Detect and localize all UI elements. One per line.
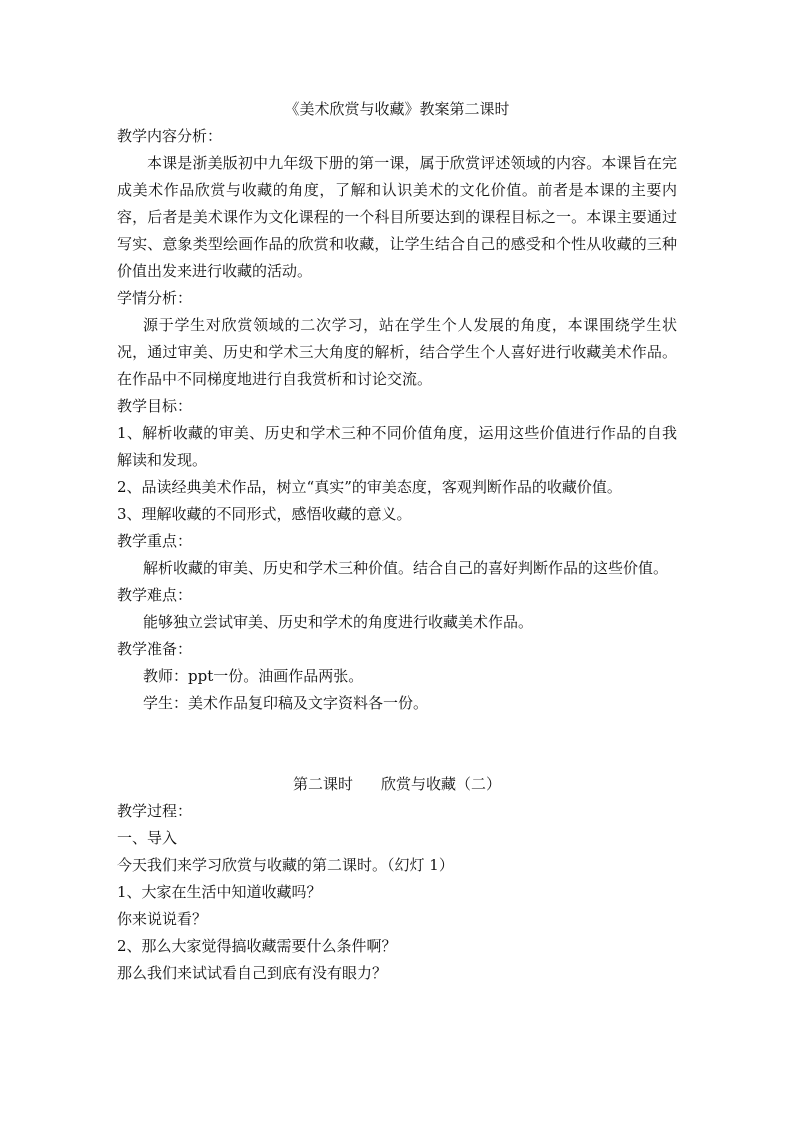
process-line-6: 那么我们来试试看自己到底有没有眼力？ xyxy=(117,964,388,982)
objective-item-2: 2、品读经典美术作品，树立“真实”的审美态度，客观判断作品的收藏价值。 xyxy=(117,478,622,496)
objectives-heading: 教学目标： xyxy=(117,397,193,415)
document-title: 《美术欣赏与收藏》教案第二课时 xyxy=(284,100,510,118)
process-heading: 教学过程： xyxy=(117,802,193,820)
preparation-student: 学生：美术作品复印稿及文字资料各一份。 xyxy=(143,694,429,712)
process-line-5: 2、那么大家觉得搞收藏需要什么条件啊？ xyxy=(117,937,397,955)
content-analysis-heading: 教学内容分析： xyxy=(117,127,223,145)
key-points-heading: 教学重点： xyxy=(117,532,193,550)
document-page xyxy=(117,96,677,987)
process-line-3: 1、大家在生活中知道收藏吗？ xyxy=(117,883,322,901)
content-analysis-body: 本课是浙美版初中九年级下册的第一课，属于欣赏评述领域的内容。本课旨在完成美术作品欣赏与收藏的角度，了解和认识美术的文化价值。前者是本课的主要内容，后者是美术课作为文化课程的一个科目所要达到的课程目标之一。本课主要通过写实、意象类型绘画作品的欣赏和收藏，让学生结合自己的感受和个性从收藏的三种价值出发来进行收藏的活动。 xyxy=(117,154,677,280)
difficulties-heading: 教学难点： xyxy=(117,586,193,604)
process-line-2: 今天我们来学习欣赏与收藏的第二课时。（幻灯 1） xyxy=(117,856,454,874)
key-points-body: 解析收藏的审美、历史和学术三种价值。结合自己的喜好判断作品的这些价值。 xyxy=(143,559,669,577)
lesson-title-part-a: 第二课时 xyxy=(292,775,353,793)
difficulties-body: 能够独立尝试审美、历史和学术的角度进行收藏美术作品。 xyxy=(143,613,534,631)
preparation-heading: 教学准备： xyxy=(117,640,193,658)
process-line-4: 你来说说看？ xyxy=(117,910,208,928)
lesson-title-part-b: 欣赏与收藏（二） xyxy=(381,775,502,793)
student-analysis-heading: 学情分析： xyxy=(117,289,193,307)
student-analysis-body: 源于学生对欣赏领域的二次学习，站在学生个人发展的角度，本课围绕学生状况，通过审美、历史和学术三大角度的解析，结合学生个人喜好进行收藏美术作品。在作品中不同梯度地进行自我赏析和讨论交流。 xyxy=(117,316,677,388)
process-line-1: 一、导入 xyxy=(117,829,178,847)
preparation-teacher: 教师：ppt一份。油画作品两张。 xyxy=(143,667,364,685)
objective-item-1: 1、解析收藏的审美、历史和学术三种不同价值角度，运用这些价值进行作品的自我解读和发现。 xyxy=(117,424,677,469)
objective-item-3: 3、理解收藏的不同形式，感悟收藏的意义。 xyxy=(117,505,412,523)
section-spacer xyxy=(117,717,677,771)
lesson-section-title xyxy=(117,771,677,798)
